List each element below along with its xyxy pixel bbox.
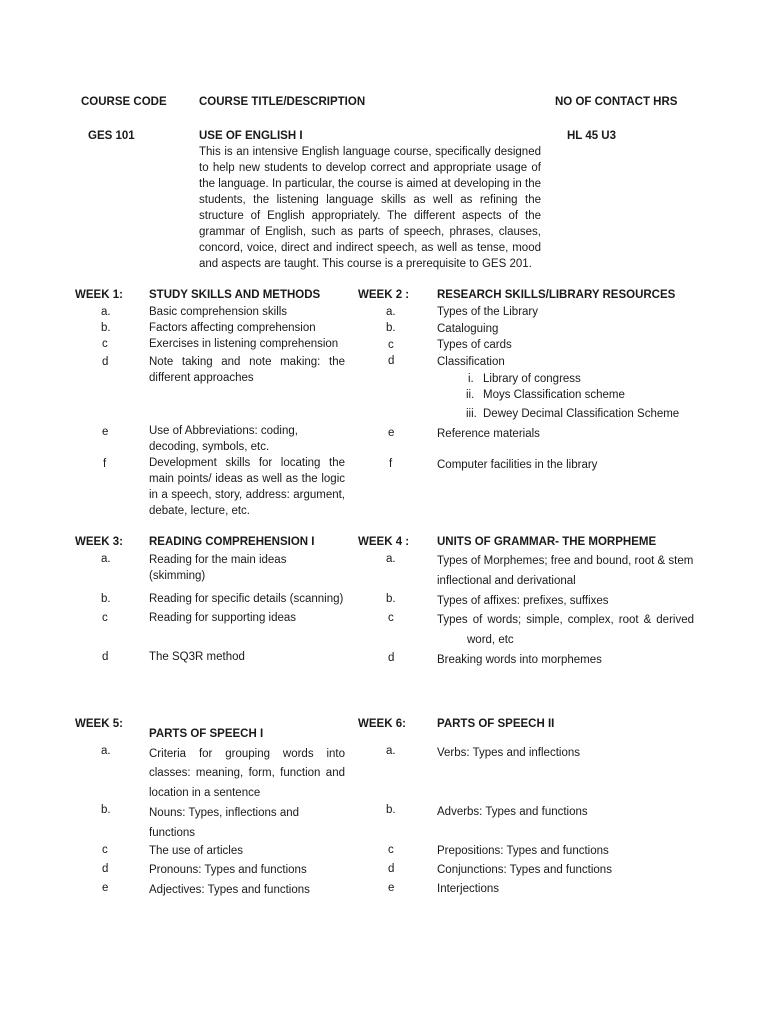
sublist-marker: ii. bbox=[466, 389, 475, 401]
list-item-continued: inflectional and derivational bbox=[437, 575, 576, 587]
list-item: Types of the Library bbox=[437, 306, 538, 318]
list-item: Prepositions: Types and functions bbox=[437, 845, 609, 857]
course-title-header: COURSE TITLE/DESCRIPTION bbox=[199, 96, 366, 108]
course-title: USE OF ENGLISH I bbox=[199, 130, 303, 142]
list-item: Adverbs: Types and functions bbox=[437, 806, 588, 818]
sublist-item: Moys Classification scheme bbox=[483, 389, 625, 401]
list-marker: b. bbox=[101, 593, 111, 605]
list-item: Reading for supporting ideas bbox=[149, 612, 297, 624]
list-marker: a. bbox=[101, 745, 111, 757]
week-3-title: READING COMPREHENSION I bbox=[149, 536, 315, 548]
course-code: GES 101 bbox=[88, 130, 135, 142]
week-3-label: WEEK 3: bbox=[75, 536, 123, 548]
list-item: Cataloguing bbox=[437, 323, 499, 335]
sublist-marker: iii. bbox=[466, 408, 477, 420]
list-marker: d bbox=[102, 651, 109, 663]
list-marker: f bbox=[103, 458, 107, 470]
list-marker: e bbox=[388, 427, 395, 439]
list-marker: d bbox=[102, 863, 109, 875]
list-item: Basic comprehension skills bbox=[149, 306, 288, 318]
list-item: Interjections bbox=[437, 883, 500, 895]
list-marker: c bbox=[102, 844, 108, 856]
list-item: Factors affecting comprehension bbox=[149, 322, 316, 334]
contact-hours: HL 45 U3 bbox=[567, 130, 617, 142]
list-marker: a. bbox=[101, 553, 111, 565]
list-marker: f bbox=[389, 458, 393, 470]
list-marker: a. bbox=[386, 553, 396, 565]
list-marker: b. bbox=[101, 322, 111, 334]
list-marker: c bbox=[388, 612, 394, 624]
list-item-continued: word, etc bbox=[467, 634, 514, 646]
list-item: Use of Abbreviations: coding, decoding, symbols, etc. bbox=[149, 425, 298, 453]
course-code-header: COURSE CODE bbox=[81, 96, 167, 108]
list-marker: b. bbox=[386, 593, 396, 605]
list-item: Reading for specific details (scanning) bbox=[149, 593, 344, 605]
list-marker: c bbox=[388, 339, 394, 351]
list-item: The use of articles bbox=[149, 845, 243, 857]
week-2-label: WEEK 2 : bbox=[358, 289, 410, 301]
list-marker: b. bbox=[386, 804, 396, 816]
sublist-item: Dewey Decimal Classification Scheme bbox=[483, 408, 680, 420]
contact-hours-header: NO OF CONTACT HRS bbox=[555, 96, 678, 108]
week-2-title: RESEARCH SKILLS/LIBRARY RESOURCES bbox=[437, 289, 676, 301]
list-item: Verbs: Types and inflections bbox=[437, 747, 580, 759]
sublist-marker: i. bbox=[468, 373, 474, 385]
week-6-title: PARTS OF SPEECH II bbox=[437, 718, 555, 730]
list-marker: c bbox=[102, 338, 108, 350]
list-marker: e bbox=[102, 882, 109, 894]
list-marker: d bbox=[102, 356, 109, 368]
list-marker: e bbox=[388, 882, 395, 894]
list-marker: d bbox=[388, 355, 395, 367]
list-marker: c bbox=[102, 612, 108, 624]
week-6-label: WEEK 6: bbox=[358, 718, 406, 730]
list-item: Classification bbox=[437, 356, 505, 368]
week-1-label: WEEK 1: bbox=[75, 289, 123, 301]
week-5-label: WEEK 5: bbox=[75, 718, 123, 730]
list-item: Adjectives: Types and functions bbox=[149, 884, 310, 896]
list-item: Breaking words into morphemes bbox=[437, 654, 602, 666]
list-marker: a. bbox=[386, 745, 396, 757]
list-item: Criteria for grouping words into classes: meaning, form, function and location in a sentence bbox=[149, 748, 345, 799]
course-description: This is an intensive English language course, specifically designed to help new students to develop correct and appropriate usage of the language. In particular, the course is aimed at developing in the students, the listening language skills as well as refining the structure of English appropriately. The different aspects of the grammar of English, such as parts of speech, phrases, clauses, concord, voice, direct and indirect speech, as well as tense, mood and aspects are taught. This course is a prerequisite to GES 201. bbox=[199, 146, 541, 270]
list-marker: b. bbox=[386, 322, 396, 334]
list-item: Computer facilities in the library bbox=[437, 459, 598, 471]
list-item: Reference materials bbox=[437, 428, 540, 440]
list-marker: c bbox=[388, 844, 394, 856]
list-item: Reading for the main ideas (skimming) bbox=[149, 554, 287, 582]
week-4-title: UNITS OF GRAMMAR- THE MORPHEME bbox=[437, 536, 657, 548]
list-item: Pronouns: Types and functions bbox=[149, 864, 307, 876]
list-marker: a. bbox=[386, 306, 396, 318]
list-item: Note taking and note making: the different approaches bbox=[149, 356, 345, 384]
list-item: Exercises in listening comprehension bbox=[149, 338, 339, 350]
list-item: Types of Morphemes; free and bound, root & stem bbox=[437, 555, 694, 567]
list-item: Conjunctions: Types and functions bbox=[437, 864, 612, 876]
list-marker: e bbox=[102, 426, 109, 438]
list-item: Types of affixes: prefixes, suffixes bbox=[437, 595, 609, 607]
week-4-label: WEEK 4 : bbox=[358, 536, 410, 548]
list-marker: d bbox=[388, 863, 395, 875]
list-item: Types of cards bbox=[437, 339, 512, 351]
list-item: Development skills for locating the main points/ ideas as well as the logic in a speech, story, address: argument, debate, lecture, etc. bbox=[149, 457, 345, 517]
list-marker: a. bbox=[101, 306, 111, 318]
sublist-item: Library of congress bbox=[483, 373, 581, 385]
list-item: Types of words; simple, complex, root & derived bbox=[437, 614, 694, 626]
list-marker: d bbox=[388, 652, 395, 664]
week-5-title: PARTS OF SPEECH I bbox=[149, 728, 264, 740]
list-marker: b. bbox=[101, 804, 111, 816]
week-1-title: STUDY SKILLS AND METHODS bbox=[149, 289, 321, 301]
list-item: Nouns: Types, inflections and functions bbox=[149, 807, 300, 839]
list-item: The SQ3R method bbox=[149, 651, 245, 663]
